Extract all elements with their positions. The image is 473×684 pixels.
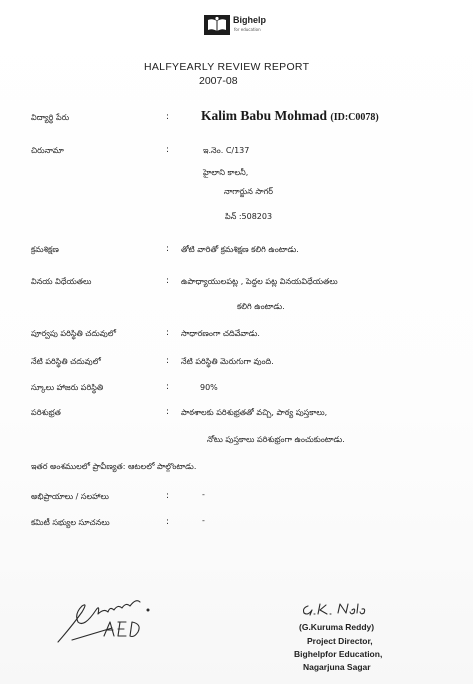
- colon: :: [166, 244, 170, 254]
- opinions-label: అభిప్రాయాలు / సలహాలు: [31, 492, 109, 501]
- student-name-value: Kalim Babu Mohmad: [201, 108, 328, 123]
- report-title: HALFYEARLY REVIEW REPORT: [144, 61, 310, 73]
- signatory-designation: Project Director,: [307, 636, 373, 646]
- colon: :: [166, 276, 170, 286]
- committee-value: -: [202, 516, 205, 525]
- colon: :: [166, 517, 170, 527]
- attendance-label: స్కూలు హాజరు పరిస్థితి: [31, 383, 104, 392]
- cleanliness-value-line: నోటు పుస్తకాలు పరిశుభ్రంగా ఉంచుకుంటాడు.: [207, 435, 345, 444]
- director-signature: [300, 600, 370, 618]
- student-name: [201, 108, 379, 124]
- address-line: నాగార్జున సాగర్: [224, 187, 274, 196]
- colon: :: [166, 328, 170, 338]
- address-line: హైలాని కాలనీ,: [203, 168, 249, 177]
- courtesy-label: వినయ విధేయతలు: [31, 277, 92, 286]
- colon: :: [166, 356, 170, 366]
- colon: :: [166, 407, 170, 417]
- cleanliness-label: పరిశుభ్రత: [31, 408, 61, 417]
- committee-label: కమిటీ సభ్యుల సూచనలు: [31, 518, 110, 527]
- address-label: చిరునామా: [31, 146, 64, 155]
- cleanliness-value-line: పాఠశాలకు పరిశుభ్రతతో వచ్చి, పాఠ్య పుస్తకాలు,: [181, 408, 328, 417]
- address-line: ఇ.నెం. C/137: [203, 146, 250, 155]
- colon: :: [166, 112, 170, 122]
- discipline-value: తోటి వారితో క్రమశిక్షణ కలిగి ఉంటాడు.: [181, 245, 299, 254]
- other-skills-label-text: ఇతర అంశములలో ప్రావీణ్యత:: [31, 462, 126, 471]
- other-skills-label: [31, 462, 196, 473]
- attendance-value: 90%: [200, 383, 218, 392]
- present-study-label: నేటి పరిస్థితి చదువులో: [31, 357, 101, 366]
- book-logo-icon: [203, 14, 231, 36]
- past-study-value: సాధారణంగా చదివేవాడు.: [181, 329, 260, 338]
- colon: :: [166, 491, 170, 501]
- discipline-label: క్రమశిక్షణ: [31, 245, 59, 254]
- colon: :: [166, 145, 170, 155]
- colon: :: [166, 382, 170, 392]
- opinions-value: -: [202, 490, 205, 499]
- report-year: 2007-08: [199, 75, 238, 87]
- present-study-value: నేటి పరిస్థితి మెరుగుగా వుంది.: [181, 357, 274, 366]
- past-study-label: పూర్వపు పరిస్థితి చదువులో: [31, 329, 116, 338]
- aeo-signature: [52, 588, 162, 650]
- student-name-label: విద్యార్థి పేరు: [31, 113, 70, 122]
- address-pin: పిన్ :508203: [225, 212, 273, 221]
- signatory-organization: Bighelpfor Education,: [294, 649, 383, 659]
- logo-tagline: for education: [234, 27, 261, 32]
- signatory-name: (G.Kuruma Reddy): [299, 622, 375, 632]
- signatory-location: Nagarjuna Sagar: [303, 662, 371, 672]
- courtesy-value-line: కలిగి ఉంటాడు.: [237, 302, 285, 311]
- courtesy-value-line: ఉపాధ్యాయులపట్ల , పెద్దల పట్ల వినయవిధేయతలు: [181, 277, 338, 286]
- student-id: (ID:C0078): [330, 112, 379, 123]
- logo-name: Bighelp: [233, 15, 266, 25]
- other-skills-value: ఆటలలో పాల్గొంటాడు.: [127, 462, 197, 471]
